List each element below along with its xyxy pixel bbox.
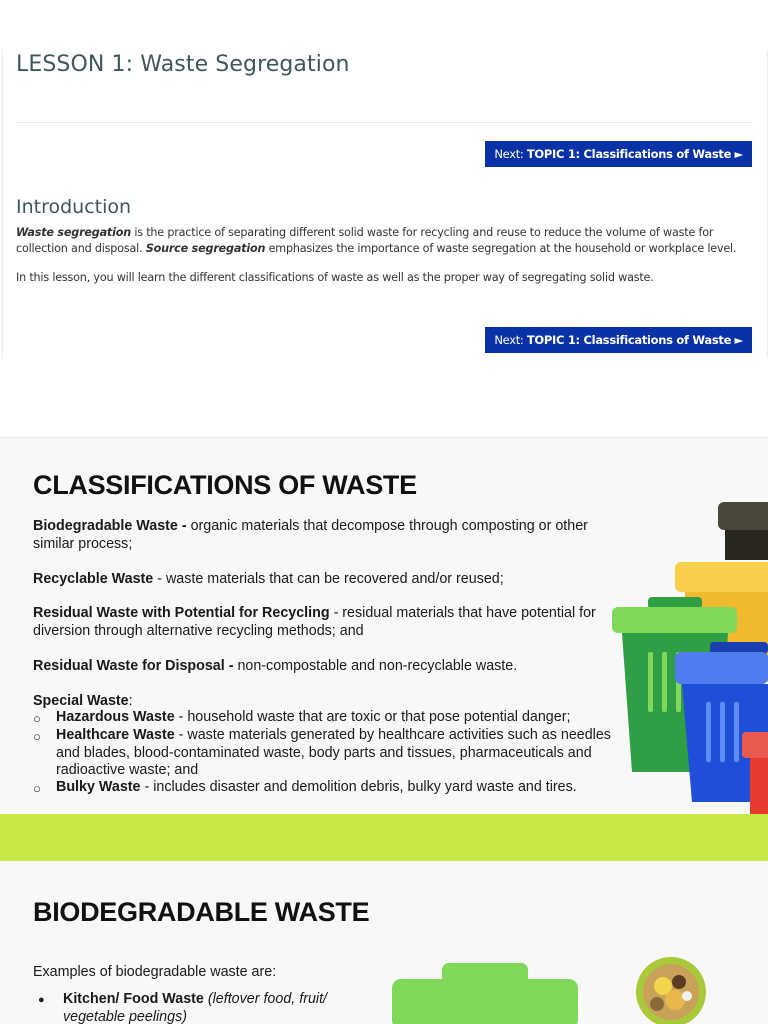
- red-bin-lid: [742, 732, 768, 758]
- next-prefix: Next:: [494, 147, 524, 161]
- bulky-definition: Bulky Waste - includes disaster and demolition debris, bulky yard waste and tires.: [56, 779, 577, 795]
- compost-bin-lid: [392, 979, 578, 1024]
- dark-bin-body: [725, 530, 768, 560]
- yellow-bin-lid: [675, 562, 768, 592]
- divider: [16, 122, 752, 123]
- next-label: TOPIC 1: Classifications of Waste: [526, 333, 732, 347]
- intro-paragraph-1: Waste segregation is the practice of separating different solid waste for recycling and reuse to reduce the volume of waste for collection and disposal. Source segregation emphasizes the importance of waste segregation at the household or workplace level.: [16, 226, 737, 255]
- hazardous-definition: Hazardous Waste - household waste that are toxic or that pose potential danger;: [56, 709, 571, 725]
- lesson-title: LESSON 1: Waste Segregation: [16, 52, 350, 77]
- food-waste-photo: [636, 957, 706, 1024]
- biodegradable-intro: Examples of biodegradable waste are:: [33, 964, 277, 980]
- intro-paragraph-2: In this lesson, you will learn the different classifications of waste as well as the proper way of segregating solid waste.: [16, 271, 654, 284]
- play-arrow-icon: ►: [734, 147, 743, 161]
- special-waste-heading: Special Waste:: [33, 693, 133, 709]
- red-bin-body: [750, 758, 768, 822]
- bullet-icon: ○: [33, 781, 41, 796]
- introduction-heading: Introduction: [16, 196, 132, 218]
- biodegradable-definition: Biodegradable Waste - organic materials that decompose through composting or other similar process;: [33, 518, 588, 552]
- compost-bin-illustration: [390, 961, 580, 1024]
- slide-classifications: [0, 437, 768, 861]
- slide-biodegradable: [0, 861, 768, 1024]
- next-prefix: Next:: [494, 333, 524, 347]
- slide-title: CLASSIFICATIONS OF WASTE: [33, 470, 417, 500]
- food-scraps-icon: [643, 964, 699, 1020]
- next-topic-button-bottom[interactable]: [485, 327, 752, 353]
- next-label: TOPIC 1: Classifications of Waste: [526, 147, 732, 161]
- residual-recycling-definition: Residual Waste with Potential for Recycling - residual materials that have potential for diversion through alternative recycling methods; and: [33, 605, 596, 639]
- dark-bin-lid: [718, 502, 768, 530]
- next-topic-button-top[interactable]: [485, 141, 752, 167]
- residual-disposal-definition: Residual Waste for Disposal - non-compostable and non-recyclable waste.: [33, 658, 518, 674]
- blue-bin-lid: [675, 652, 768, 684]
- bullet-icon: ○: [33, 711, 41, 726]
- healthcare-definition: Healthcare Waste - waste materials generated by healthcare activities such as needles and blades, blood-contaminated waste, body parts and tissues, pharmaceuticals and radioactive waste; and: [56, 727, 611, 778]
- green-bin-lid: [612, 607, 737, 633]
- slide-title: BIODEGRADABLE WASTE: [33, 897, 370, 927]
- trash-bins-illustration: [600, 492, 768, 822]
- recyclable-definition: Recyclable Waste - waste materials that can be recovered and/or reused;: [33, 571, 504, 587]
- lesson-page: [0, 0, 768, 360]
- green-band: [0, 814, 768, 861]
- play-arrow-icon: ►: [734, 333, 743, 347]
- kitchen-waste-item: Kitchen/ Food Waste (leftover food, fruit/ vegetable peelings): [63, 991, 328, 1024]
- bullet-icon: ○: [33, 729, 41, 744]
- bullet-icon: ●: [38, 994, 45, 1006]
- term-waste-segregation: Waste segregation: [16, 226, 131, 239]
- term-source-segregation: Source segregation: [145, 242, 266, 255]
